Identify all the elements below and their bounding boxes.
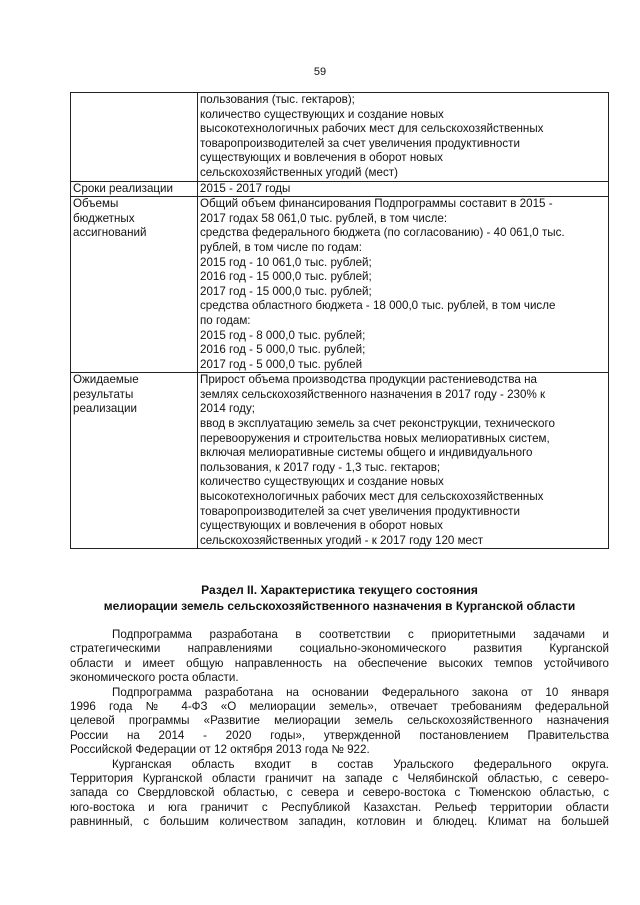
row-label-line: Ожидаемые: [73, 373, 139, 387]
row-content-cell: [198, 197, 609, 373]
row-content-line: пользования, к 2017 году - 1,3 тыс. гектаров;: [200, 460, 441, 474]
row-label-line: результаты: [73, 387, 134, 401]
paragraph-line: области и имеет общую направленность на обеспечение высоких темпов устойчивого: [70, 656, 609, 670]
paragraph-line: запада со Свердловской областью, с севера и северо-востока с Тюменскою областью, с: [70, 786, 609, 800]
table-row: [71, 197, 609, 373]
row-label-cell: [71, 197, 198, 373]
paragraph: [70, 628, 609, 686]
paragraph-line: юго-востока и юга граничит с Республикой Казахстан. Рельеф территории области: [70, 800, 609, 814]
row-content-line: существующих и вовлечения в оборот новых: [200, 151, 443, 165]
paragraph-line: Подпрограмма разработана на основании Федерального закона от 10 января: [112, 685, 609, 699]
table-row: [71, 181, 609, 197]
row-label-line: Сроки реализации: [73, 181, 173, 195]
row-content-line: 2017 год - 5 000,0 тыс. рублей: [200, 357, 363, 371]
row-label-line: бюджетных: [73, 211, 135, 225]
page-number: 59: [313, 66, 327, 78]
row-content-line: высокотехнологичных рабочих мест для сельскохозяйственных: [200, 122, 544, 136]
table-body: [71, 93, 609, 549]
row-content-line: Прирост объема производства продукции растениеводства на: [200, 373, 537, 387]
paragraph-line: равнинный, с большим количеством западин, котловин и блюдец. Климат на большей: [70, 815, 609, 829]
row-content-line: средства областного бюджета - 18 000,0 тыс. рублей, в том числе: [200, 299, 556, 313]
row-content-line: 2017 годах 58 061,0 тыс. рублей, в том числе:: [200, 211, 448, 225]
row-content-line: количество существующих и создание новых: [200, 107, 444, 121]
row-content-line: рублей, в том числе по годам:: [200, 240, 362, 254]
row-label-cell: [71, 181, 198, 197]
paragraph-line: стратегическими направлениями социально-экономического развития Курганской: [70, 642, 609, 656]
row-content-line: 2016 год - 15 000,0 тыс. рублей;: [200, 270, 372, 284]
row-content-line: землях сельскохозяйственного назначения в 2017 году - 230% к: [200, 387, 546, 401]
row-label-line: Объемы: [73, 197, 119, 211]
paragraph-line: Российской Федерации от 12 октября 2013 года № 922.: [70, 743, 370, 757]
row-label-cell: [71, 93, 198, 182]
row-content-line: существующих и вовлечения в оборот новых: [200, 519, 443, 533]
paragraph-line: Подпрограмма разработана в соответствии с приоритетными задачами и: [112, 628, 609, 641]
row-content-line: пользования (тыс. гектаров);: [200, 93, 355, 106]
row-content-line: 2017 год - 15 000,0 тыс. рублей;: [200, 284, 372, 298]
paragraph: [70, 686, 609, 758]
row-content-line: средства федерального бюджета (по согласованию) - 40 061,0 тыс.: [200, 226, 565, 240]
section-body-text: [70, 628, 609, 830]
section-title-line-1: Раздел II. Характеристика текущего состояния: [201, 583, 478, 597]
paragraph-line: экономического роста области.: [70, 671, 239, 685]
paragraph: [70, 758, 609, 830]
row-content-line: товаропроизводителей за счет увеличения продуктивности: [200, 504, 520, 518]
row-content-cell: [198, 93, 609, 182]
row-content-line: 2015 год - 8 000,0 тыс. рублей;: [200, 328, 366, 342]
row-content-line: 2014 году;: [200, 402, 255, 416]
row-content-line: сельскохозяйственных угодий (мест): [200, 165, 398, 179]
paragraph-line: Курганская область входит в состав Уральского федерального округа.: [112, 757, 609, 771]
row-content-line: 2016 год - 5 000,0 тыс. рублей;: [200, 343, 366, 357]
table-row: [71, 373, 609, 549]
table-row: [71, 93, 609, 182]
row-content-line: 2015 - 2017 годы: [200, 181, 291, 195]
row-label-line: ассигнований: [73, 226, 147, 240]
row-label-line: реализации: [73, 402, 137, 416]
row-content-cell: [198, 373, 609, 549]
row-content-line: товаропроизводителей за счет увеличения продуктивности: [200, 136, 520, 150]
row-content-line: включая мелиоративные системы общего и индивидуального: [200, 446, 533, 460]
row-content-line: по годам:: [200, 313, 251, 327]
row-content-cell: [198, 181, 609, 197]
row-content-line: количество существующих и создание новых: [200, 475, 444, 489]
program-passport-table: [70, 92, 609, 549]
row-content-line: сельскохозяйственных угодий - к 2017 году 120 мест: [200, 533, 484, 547]
section-title-line-2: мелиорации земель сельскохозяйственного назначения в Курганской области: [103, 599, 576, 613]
row-content-line: высокотехнологичных рабочих мест для сельскохозяйственных: [200, 490, 544, 504]
paragraph-line: целевой программы «Развитие мелиорации земель сельскохозяйственного назначения: [70, 714, 609, 728]
row-content-line: Общий объем финансирования Подпрограммы составит в 2015 -: [200, 197, 553, 211]
section-title: [70, 582, 609, 614]
row-content-line: ввод в эксплуатацию земель за счет реконструкции, технического: [200, 417, 555, 431]
row-content-line: 2015 год - 10 061,0 тыс. рублей;: [200, 255, 372, 269]
paragraph-line: России на 2014 - 2020 годы», утвержденной постановлением Правительства: [70, 728, 609, 742]
paragraph-line: Территория Курганской области граничит на западе с Челябинской областью, с северо-: [70, 772, 609, 786]
row-content-line: перевооружения и строительства новых мелиоративных систем,: [200, 431, 550, 445]
paragraph-line: 1996 года № 4-ФЗ «О мелиорации земель», отвечает требованиям федеральной: [70, 700, 609, 714]
row-label-cell: [71, 373, 198, 549]
